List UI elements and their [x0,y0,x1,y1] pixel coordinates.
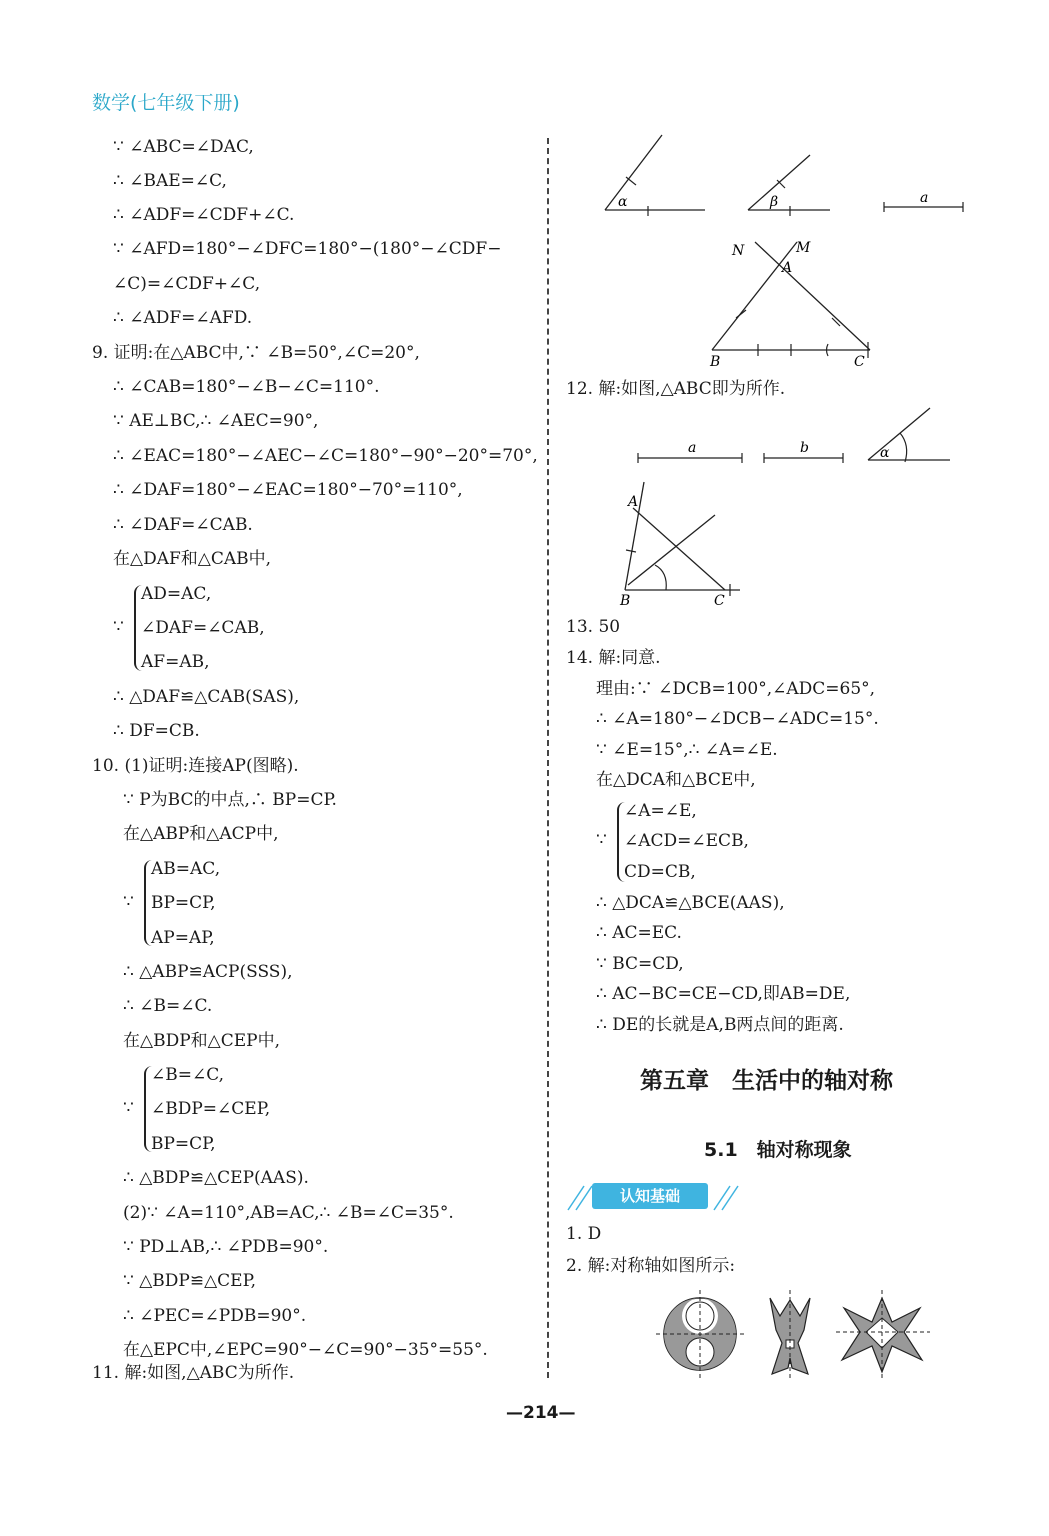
text-line: ∵ △BDP≌△CEP, [123,1271,256,1291]
text-line: ∴ ∠BAE=∠C, [113,171,227,191]
text-line: CD=CB, [624,862,696,882]
text-line: ∴ ∠B=∠C. [123,996,213,1016]
chapter-title: 第五章 生活中的轴对称 [640,1068,893,1094]
text-line: 在△BDP和△CEP中, [123,1031,280,1051]
text-line: ∴ ∠PEC=∠PDB=90°. [123,1306,307,1326]
fig12-C: C [714,593,725,609]
because-symbol: ∵ [113,617,124,637]
text-line: AF=AB, [141,652,210,672]
section-badge: 认知基础 [592,1183,708,1209]
text-line: ∵ BC=CD, [596,954,684,974]
text-line: 14. 解:同意. [566,648,661,668]
text-line: 在△DCA和△BCE中, [596,770,756,790]
text-line: ∴ △ABP≌ACP(SSS), [123,962,293,982]
fig11-beta: β [770,194,779,210]
text-line: ∵ ∠E=15°,∴ ∠A=∠E. [596,740,778,760]
text-line: 在△DAF和△CAB中, [113,549,272,569]
text-line: ∴ ∠CAB=180°−∠B−∠C=110°. [113,377,380,397]
text-line: ∠DAF=∠CAB, [141,618,265,638]
text-line: 12. 解:如图,△ABC即为所作. [566,379,786,399]
brace [134,585,142,671]
because-symbol: ∵ [123,1098,134,1118]
text-line: AP=AP, [151,928,215,948]
text-line: ∵ ∠ABC=∠DAC, [113,137,254,157]
fig12-B: B [620,593,631,609]
fig12-A: A [628,494,639,510]
text-line: 理由:∵ ∠DCB=100°,∠ADC=65°, [596,679,876,699]
fig12-b: b [800,440,809,456]
text-line: ∠B=∠C, [151,1065,225,1085]
text-line: ∴ ∠ADF=∠AFD. [113,308,253,328]
text-line: 在△EPC中,∠EPC=90°−∠C=90°−35°=55°. [123,1340,488,1360]
page-number: —214— [506,1403,576,1423]
text-line: BP=CP, [151,1134,216,1154]
text-line: (2)∵ ∠A=110°,AB=AC,∴ ∠B=∠C=35°. [123,1203,454,1223]
fig11-M: M [796,240,811,256]
text-line: ∠ACD=∠ECB, [624,831,749,851]
because-symbol: ∵ [596,830,607,850]
text-line: 在△ABP和△ACP中, [123,824,279,844]
text-line: ∴ ∠A=180°−∠DCB−∠ADC=15°. [596,709,879,729]
brace [144,1066,152,1152]
text-line: ∴ AC−BC=CE−CD,即AB=DE, [596,984,851,1004]
text-line: AB=AC, [151,859,221,879]
text-line: 10. (1)证明:连接AP(图略). [92,756,299,776]
text-line: ∴ ∠DAF=180°−∠EAC=180°−70°=110°, [113,480,463,500]
brace [144,860,152,946]
text-line: ∴ △DAF≌△CAB(SAS), [113,687,300,707]
text-line: ∵ ∠AFD=180°−∠DFC=180°−(180°−∠CDF− [113,239,502,259]
brace [617,802,625,882]
text-line: ∠C)=∠CDF+∠C, [113,274,261,294]
because-symbol: ∵ [123,892,134,912]
text-line: ∠BDP=∠CEP, [151,1099,271,1119]
text-line: ∴ DE的长就是A,B两点间的距离. [596,1015,844,1035]
section-title: 5.1 轴对称现象 [704,1139,852,1161]
text-line: ∴ ∠EAC=180°−∠AEC−∠C=180°−90°−20°=70°, [113,446,538,466]
text-line: ∴ ∠DAF=∠CAB. [113,515,253,535]
text-line: ∵ P为BC的中点,∴ BP=CP. [123,790,337,810]
text-line: ∴ △DCA≌△BCE(AAS), [596,893,785,913]
fig11-alpha: α [618,194,628,210]
text-line: ∴ AC=EC. [596,923,682,943]
text-line: 13. 50 [566,617,621,637]
text-line: ∵ PD⊥AB,∴ ∠PDB=90°. [123,1237,329,1257]
text-line: 1. D [566,1224,602,1244]
fig12-a: a [688,440,697,456]
text-line: ∴ DF=CB. [113,721,200,741]
fig11-N: N [732,243,745,259]
text-line: BP=CP, [151,893,216,913]
text-line: 2. 解:对称轴如图所示: [566,1256,736,1276]
text-line: ∴ ∠ADF=∠CDF+∠C. [113,205,295,225]
text-line: 11. 解:如图,△ABC为所作. [92,1363,295,1383]
text-line: ∠A=∠E, [624,801,697,821]
figure-11-construction [560,130,980,370]
figure-12-construction [600,400,960,610]
text-line: ∴ △BDP≌△CEP(AAS). [123,1168,309,1188]
fig11-B: B [710,354,721,370]
fig12-alpha: α [880,445,890,461]
fig11-a: a [920,190,929,206]
book-header: 数学(七年级下册) [92,92,240,114]
fig11-C: C [854,354,865,370]
text-line: ∵ AE⊥BC,∴ ∠AEC=90°, [113,411,319,431]
text-line: 9. 证明:在△ABC中,∵ ∠B=50°,∠C=20°, [92,343,420,363]
text-line: AD=AC, [141,584,212,604]
column-divider [547,138,549,1378]
fig11-A: A [782,260,793,276]
symmetry-figures [652,1288,937,1388]
